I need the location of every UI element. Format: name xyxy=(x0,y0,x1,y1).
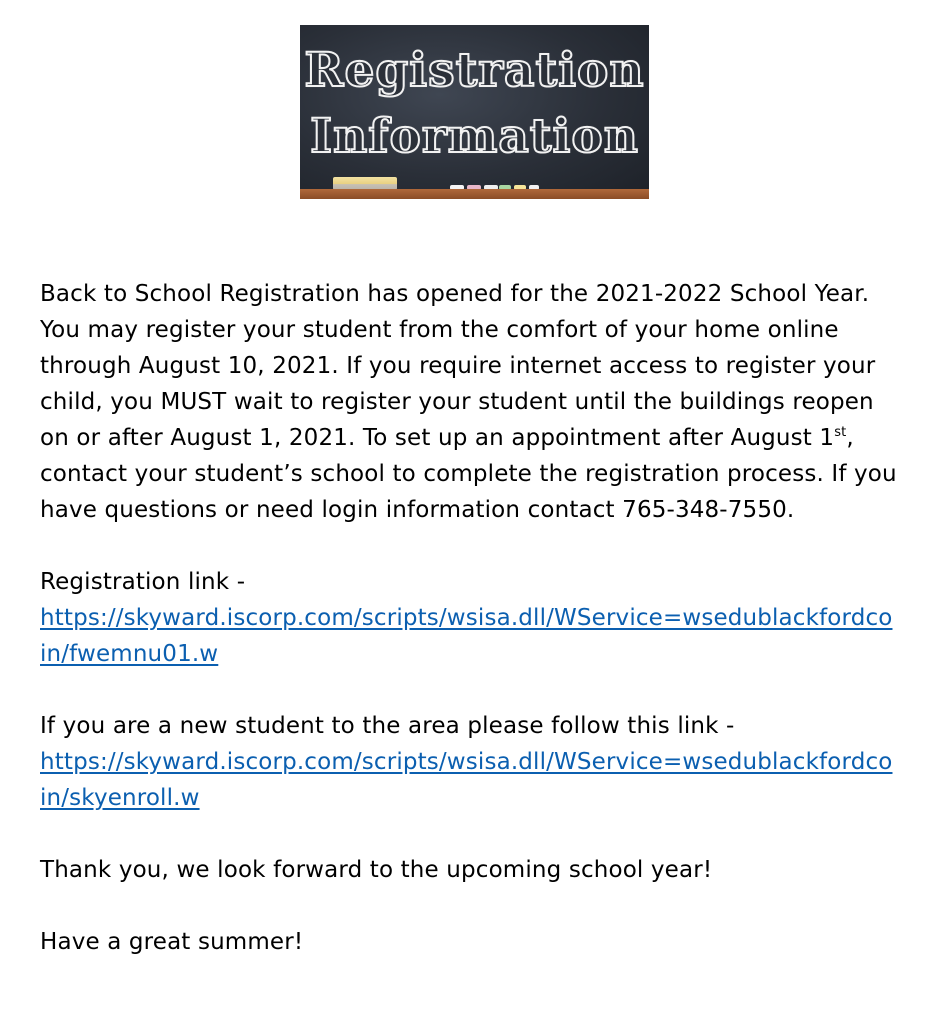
registration-link-paragraph xyxy=(40,600,898,672)
intro-text-part-2: , contact your student’s school to complete the registration process. If you have questions or need login information contact 765-348-7550. xyxy=(40,425,897,523)
chalk-tray xyxy=(300,189,649,199)
spacer xyxy=(40,528,898,564)
closing-line: Have a great summer! xyxy=(40,929,304,955)
new-student-link-label: If you are a new student to the area please follow this link - xyxy=(40,713,735,739)
document-body xyxy=(40,276,898,960)
intro-paragraph xyxy=(40,276,898,528)
ordinal-suffix: st xyxy=(834,425,847,440)
spacer xyxy=(40,672,898,708)
spacer xyxy=(40,888,898,924)
registration-link-label: Registration link - xyxy=(40,569,246,595)
new-student-link-paragraph xyxy=(40,744,898,816)
thank-you-line: Thank you, we look forward to the upcoming school year! xyxy=(40,857,713,883)
banner-title-line-2: Information xyxy=(310,109,639,164)
banner-title-line-1: Registration xyxy=(304,43,645,98)
intro-text-part-1: Back to School Registration has opened for the 2021-2022 School Year. You may register your student from the comfort of your home online through August 10, 2021. If you require internet access to register your child, you MUST wait to register your student until the buildings reopen on or after August 1, 2021. To set up an appointment after August 1 xyxy=(40,281,876,451)
registration-link[interactable]: https://skyward.iscorp.com/scripts/wsisa.dll/WService=wsedublackfordcoin/fwemnu01.w xyxy=(40,605,893,667)
spacer xyxy=(40,816,898,852)
new-student-enroll-link[interactable]: https://skyward.iscorp.com/scripts/wsisa.dll/WService=wsedublackfordcoin/skyenroll.w xyxy=(40,749,893,811)
registration-information-banner xyxy=(300,25,649,199)
